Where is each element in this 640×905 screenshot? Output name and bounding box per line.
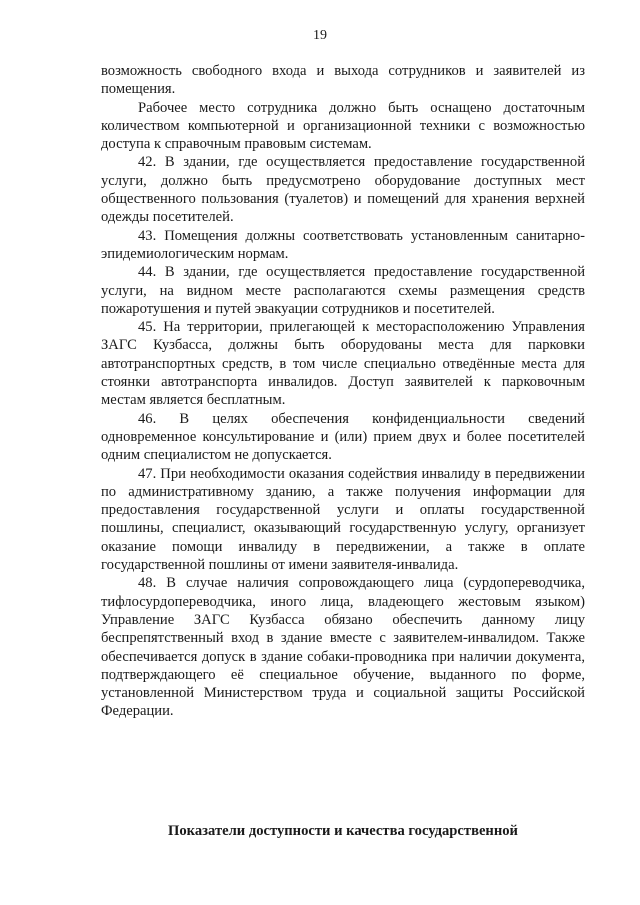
- paragraph-44: 44. В здании, где осуществляется предоставление государственной услуги, на видном месте располагаются схемы размещения средств пожаротушения и путей эвакуации сотрудников и посетителей.: [101, 264, 585, 317]
- paragraph-45: 45. На территории, прилегающей к месторасположению Управления ЗАГС Кузбасса, должны быть оборудованы места для парковки автотранспортных средств, в том числе специально отведённые места для стоянки автотранспорта инвалидов. Доступ заявителей к парковочным местам является бесплатным.: [101, 319, 585, 409]
- page-number: 19: [313, 28, 327, 43]
- paragraph-42: 42. В здании, где осуществляется предоставление государственной услуги, должно быть предусмотрено оборудование доступных мест общественного пользования (туалетов) и помещений для хранения верхней одежды посетителей.: [101, 154, 585, 226]
- document-body: [101, 62, 585, 721]
- paragraph-46: 46. В целях обеспечения конфиденциальности сведений одновременное консультирование и (или) прием двух и более посетителей одним специалистом не допускается.: [101, 410, 585, 464]
- paragraph-43: 43. Помещения должны соответствовать установленным санитарно-эпидемиологическим нормам.: [101, 227, 585, 262]
- paragraph-workplace: Рабочее место сотрудника должно быть оснащено достаточным количеством компьютерной и организационной техники с возможностью доступа к справочным правовым системам.: [101, 99, 585, 153]
- section-heading: Показатели доступности и качества государственной: [168, 823, 518, 839]
- paragraph-47: 47. При необходимости оказания содействия инвалиду в передвижении по административному зданию, а также получения информации для предоставления государственной услуги и оплаты государственной пошлины, специалист, оказывающий государственную услугу, организует оказание помощи инвалиду в передвижении, а также в оплате государственной пошлины от имени заявителя-инвалида.: [101, 465, 585, 574]
- paragraph-continuation: возможность свободного входа и выхода сотрудников и заявителей из помещения.: [101, 63, 585, 98]
- paragraph-48: 48. В случае наличия сопровождающего лица (сурдопереводчика, тифлосурдопереводчика, иного лица, владеющего жестовым языком) Управление ЗАГС Кузбасса обязано обеспечить данному лицу беспрепятственный вход в здание вместе с заявителем-инвалидом. Также обеспечивается допуск в здание собаки-проводника при наличии документа, подтверждающего её специальное обучение, выданного по форме, установленной Министерством труда и социальной защиты Российской Федерации.: [101, 575, 585, 720]
